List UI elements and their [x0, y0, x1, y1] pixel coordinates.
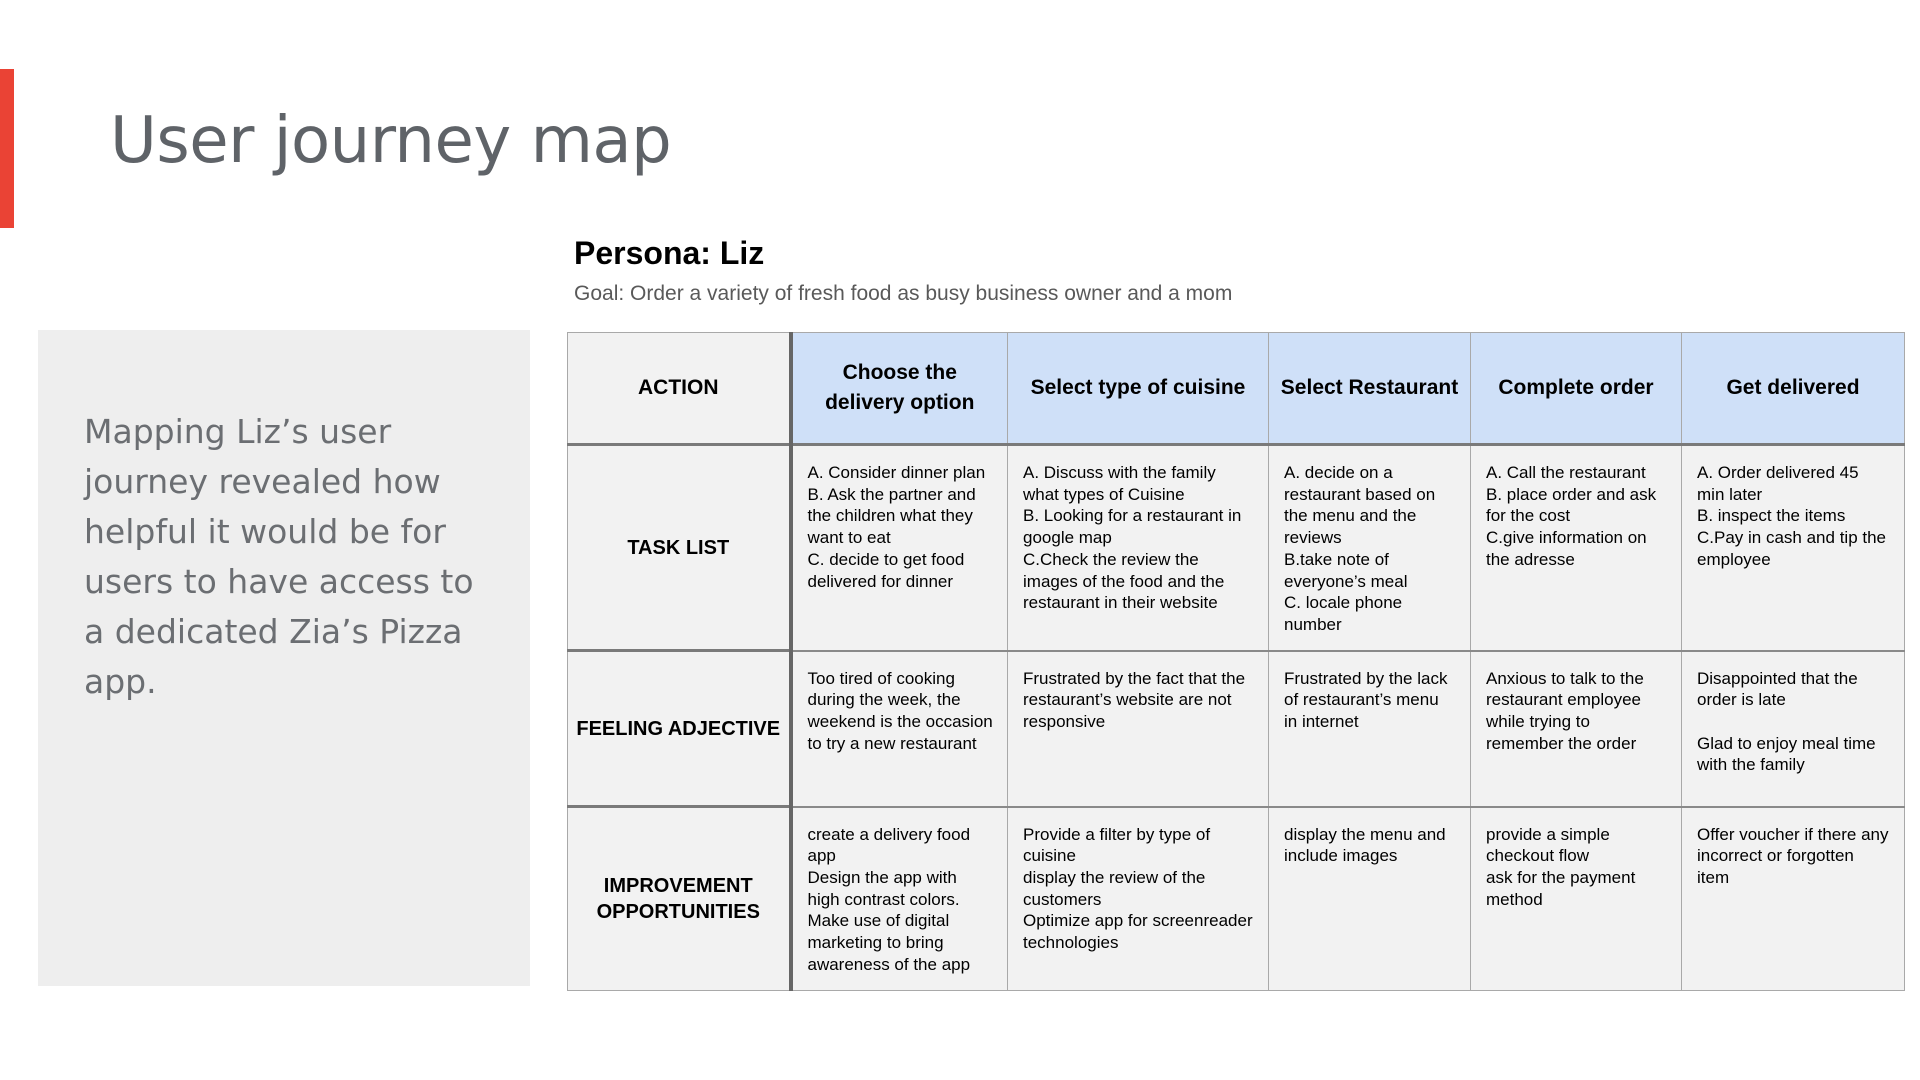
table-cell: provide a simple checkout flow ask for the payment method: [1471, 807, 1682, 991]
table-cell: create a delivery food app Design the app with high contrast colors. Make use of digital marketing to bring awareness of the app: [791, 807, 1008, 991]
table-cell: A. Consider dinner plan B. Ask the partner and the children what they want to eat C. decide to get food delivered for dinner: [791, 445, 1008, 651]
column-header: Get delivered: [1682, 333, 1905, 445]
table-cell: Provide a filter by type of cuisine display the review of the customers Optimize app for screenreader technologies: [1008, 807, 1269, 991]
table-cell: Frustrated by the fact that the restaurant’s website are not responsive: [1008, 651, 1269, 807]
table-header-row: [568, 333, 1905, 445]
persona-title: Persona: Liz: [574, 235, 765, 271]
table-row: [568, 807, 1905, 991]
persona-goal: Goal: Order a variety of fresh food as busy business owner and a mom: [574, 282, 1233, 305]
accent-bar: [0, 69, 14, 228]
table-cell: A. Order delivered 45 min later B. inspect the items C.Pay in cash and tip the employee: [1682, 445, 1905, 651]
column-header: Select type of cuisine: [1008, 333, 1269, 445]
table-row: [568, 651, 1905, 807]
table-cell: Offer voucher if there any incorrect or forgotten item: [1682, 807, 1905, 991]
table-cell: Anxious to talk to the restaurant employee while trying to remember the order: [1471, 651, 1682, 807]
table-cell: display the menu and include images: [1269, 807, 1471, 991]
table-cell: Frustrated by the lack of restaurant’s menu in internet: [1269, 651, 1471, 807]
column-header: Select Restaurant: [1269, 333, 1471, 445]
journey-map-table: [567, 332, 1905, 991]
column-header: Choose the delivery option: [791, 333, 1008, 445]
table-cell: A. Call the restaurant B. place order and ask for the cost C.give information on the adresse: [1471, 445, 1682, 651]
table-row: [568, 445, 1905, 651]
row-label: TASK LIST: [568, 445, 791, 651]
side-panel-text: Mapping Liz’s user journey revealed how helpful it would be for users to have access to a dedicated Zia’s Pizza app.: [84, 412, 474, 701]
table-cell: Too tired of cooking during the week, the weekend is the occasion to try a new restaurant: [791, 651, 1008, 807]
row-label: IMPROVEMENT OPPORTUNITIES: [568, 807, 791, 991]
side-panel: [38, 330, 530, 986]
table-cell: A. decide on a restaurant based on the menu and the reviews B.take note of everyone’s meal C. locale phone number: [1269, 445, 1471, 651]
table-cell: Disappointed that the order is late Glad to enjoy meal time with the family: [1682, 651, 1905, 807]
corner-label: ACTION: [568, 333, 791, 445]
row-label: FEELING ADJECTIVE: [568, 651, 791, 807]
table-cell: A. Discuss with the family what types of Cuisine B. Looking for a restaurant in google map C.Check the review the images of the food and the restaurant in their website: [1008, 445, 1269, 651]
column-header: Complete order: [1471, 333, 1682, 445]
page-title: User journey map: [110, 104, 672, 178]
